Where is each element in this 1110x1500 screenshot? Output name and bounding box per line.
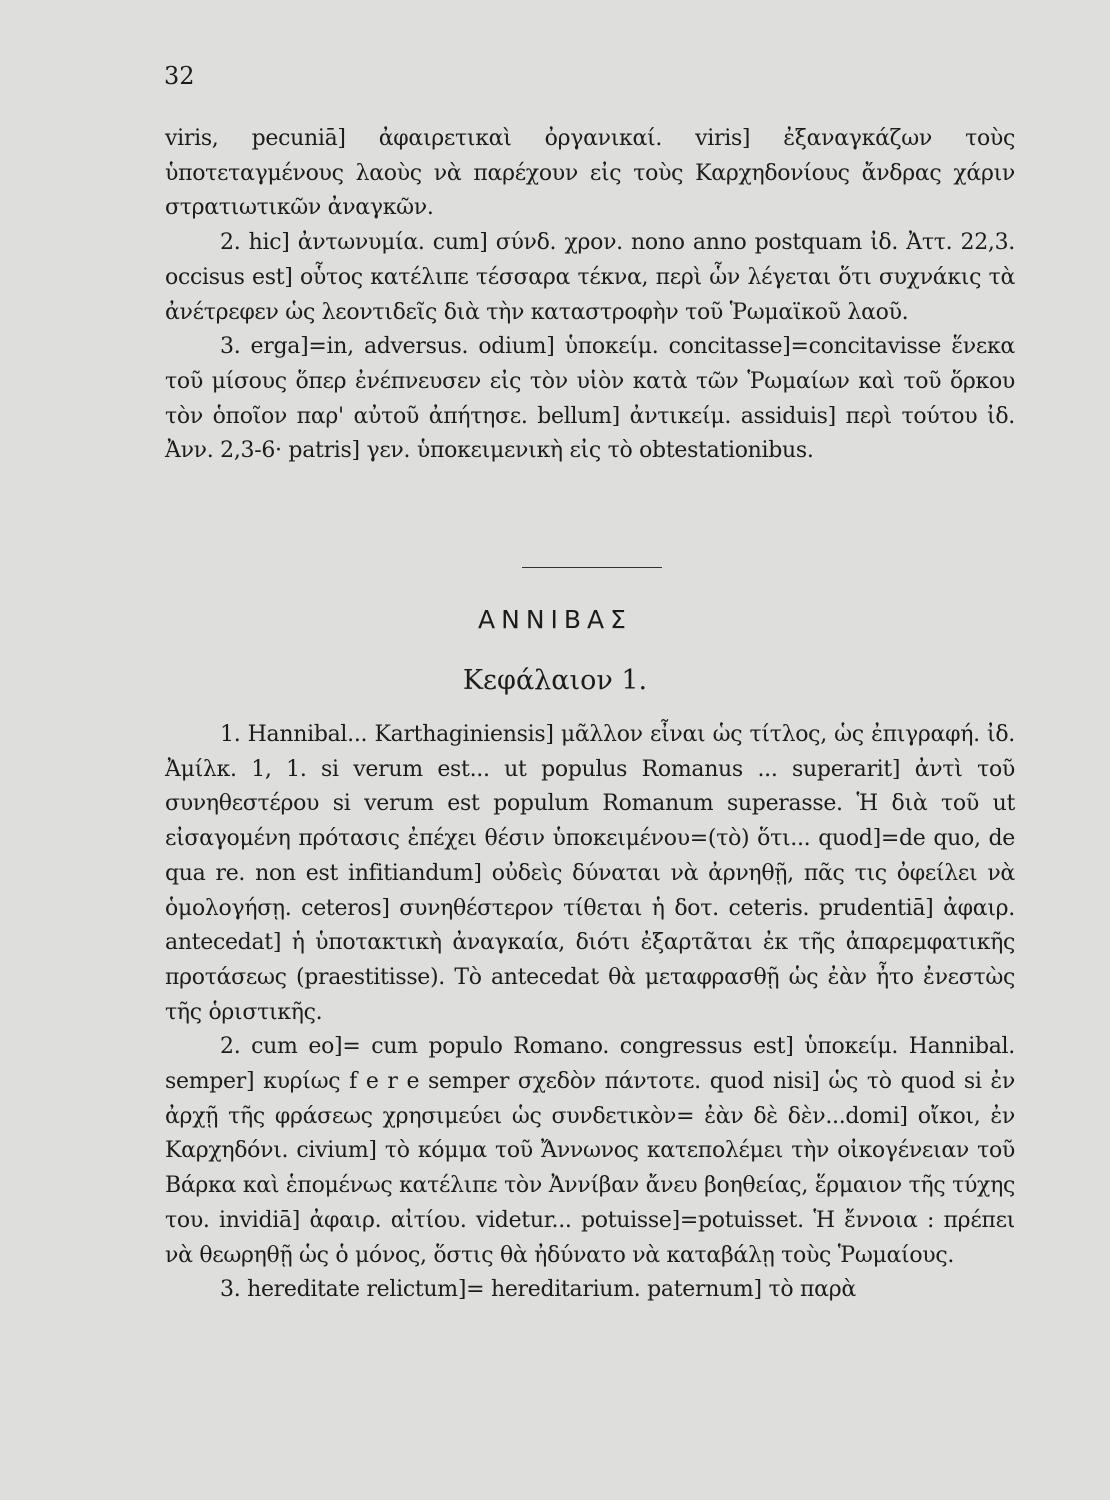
- chapter-title: Κεφάλαιον 1.: [462, 665, 648, 696]
- note-paragraph: 2. hic] ἀντωνυμία. cum] σύνδ. χρον. nono anno postquam ἰδ. Ἀττ. 22,3. occisus est] οὗτος κατέλιπε τέσσαρα τέκνα, περὶ ὧν λέγεται ὅτι συχνάκις τὰ ἀνέτρεφεν ὡς λεοντιδεῖς διὰ τὴν καταστροφὴν τοῦ Ῥωμαϊκοῦ λαοῦ.: [165, 230, 1015, 325]
- section-title: ΑΝΝΙΒΑΣ: [478, 605, 632, 634]
- note-paragraph: 3. erga]=in, adversus. odium] ὑποκείμ. concitasse]=concitavisse ἕνεκα τοῦ μίσους ὅπερ ἐνέπνευσεν εἰς τὸν υἱὸν κατὰ τῶν Ῥωμαίων καὶ τοῦ ὅρκου τὸν ὁποῖον παρ' αὐτοῦ ἀπήτησε. bellum] ἀντικείμ. assiduis] περὶ τούτου ἰδ. Ἀνν. 2,3-6· patris] γεν. ὑποκειμενικὴ εἰς τὸ obtestationibus.: [165, 334, 1015, 464]
- note-paragraph: 1. Hannibal... Karthaginiensis] μᾶλλον εἶναι ὡς τίτλος, ὡς ἐπιγραφή. ἰδ. Ἀμίλκ. 1, 1. si verum est... ut populus Romanus ... superarit] ἀντὶ τοῦ συνηθεστέρου si verum est populum Romanum superasse. Ἡ διὰ τοῦ ut εἰσαγομένη πρότασις ἐπέχει θέσιν ὑποκειμένου=(τὸ) ὅτι... quod]=de quo, de qua re. non est infitiandum] οὐδεὶς δύναται νὰ ἀρνηθῇ, πᾶς τις ὀφείλει νὰ ὁμολογήσῃ. ceteros] συνηθέστερον τίθεται ἡ δοτ. ceteris. prudentiā] ἀφαιρ. antecedat] ἡ ὑποτακτικὴ ἀναγκαία, διότι ἐξαρτᾶται ἐκ τῆς ἀπαρεμφατικῆς προτάσεως (praestitisse). Τὸ antecedat θὰ μεταφρασθῇ ὡς ἐὰν ἦτο ἐνεστὼς τῆς ὁριστικῆς.: [165, 722, 1015, 1025]
- page-number: 32: [164, 62, 195, 90]
- note-paragraph: 3. hereditate relictum]= hereditarium. paternum] τὸ παρὰ: [220, 1277, 856, 1303]
- notes-chapter-1: [165, 718, 1015, 1308]
- notes-previous-chapter: [165, 122, 1015, 469]
- note-paragraph: viris, pecuniā] ἀφαιρετικαὶ ὀργανικαί. viris] ἐξαναγκάζων τοὺς ὑποτεταγμένους λαοὺς νὰ παρέχουν εἰς τοὺς Καρχηδονίους ἄνδρας χάριν στρατιωτικῶν ἀναγκῶν.: [165, 126, 1015, 221]
- section-divider: [522, 567, 662, 568]
- note-paragraph: 2. cum eo]= cum populo Romano. congressus est] ὑποκείμ. Hannibal. semper] κυρίως f e r e semper σχεδὸν πάντοτε. quod nisi] ὡς τὸ quod si ἐν ἀρχῇ τῆς φράσεως χρησιμεύει ὡς συνδετικὸν= ἐὰν δὲ δὲν...domi] οἴκοι, ἐν Καρχηδόνι. civium] τὸ κόμμα τοῦ Ἄννωνος κατεπολέμει τὴν οἰκογένειαν τοῦ Βάρκα καὶ ἑπομένως κατέλιπε τὸν Ἀννίβαν ἄνευ βοηθείας, ἕρμαιον τῆς τύχης του. invidiā] ἀφαιρ. αἰτίου. videtur... potuisse]=potuisset. Ἡ ἔννοια : πρέπει νὰ θεωρηθῇ ὡς ὁ μόνος, ὅστις θὰ ἠδύνατο νὰ καταβάλῃ τοὺς Ῥωμαίους.: [165, 1034, 1015, 1268]
